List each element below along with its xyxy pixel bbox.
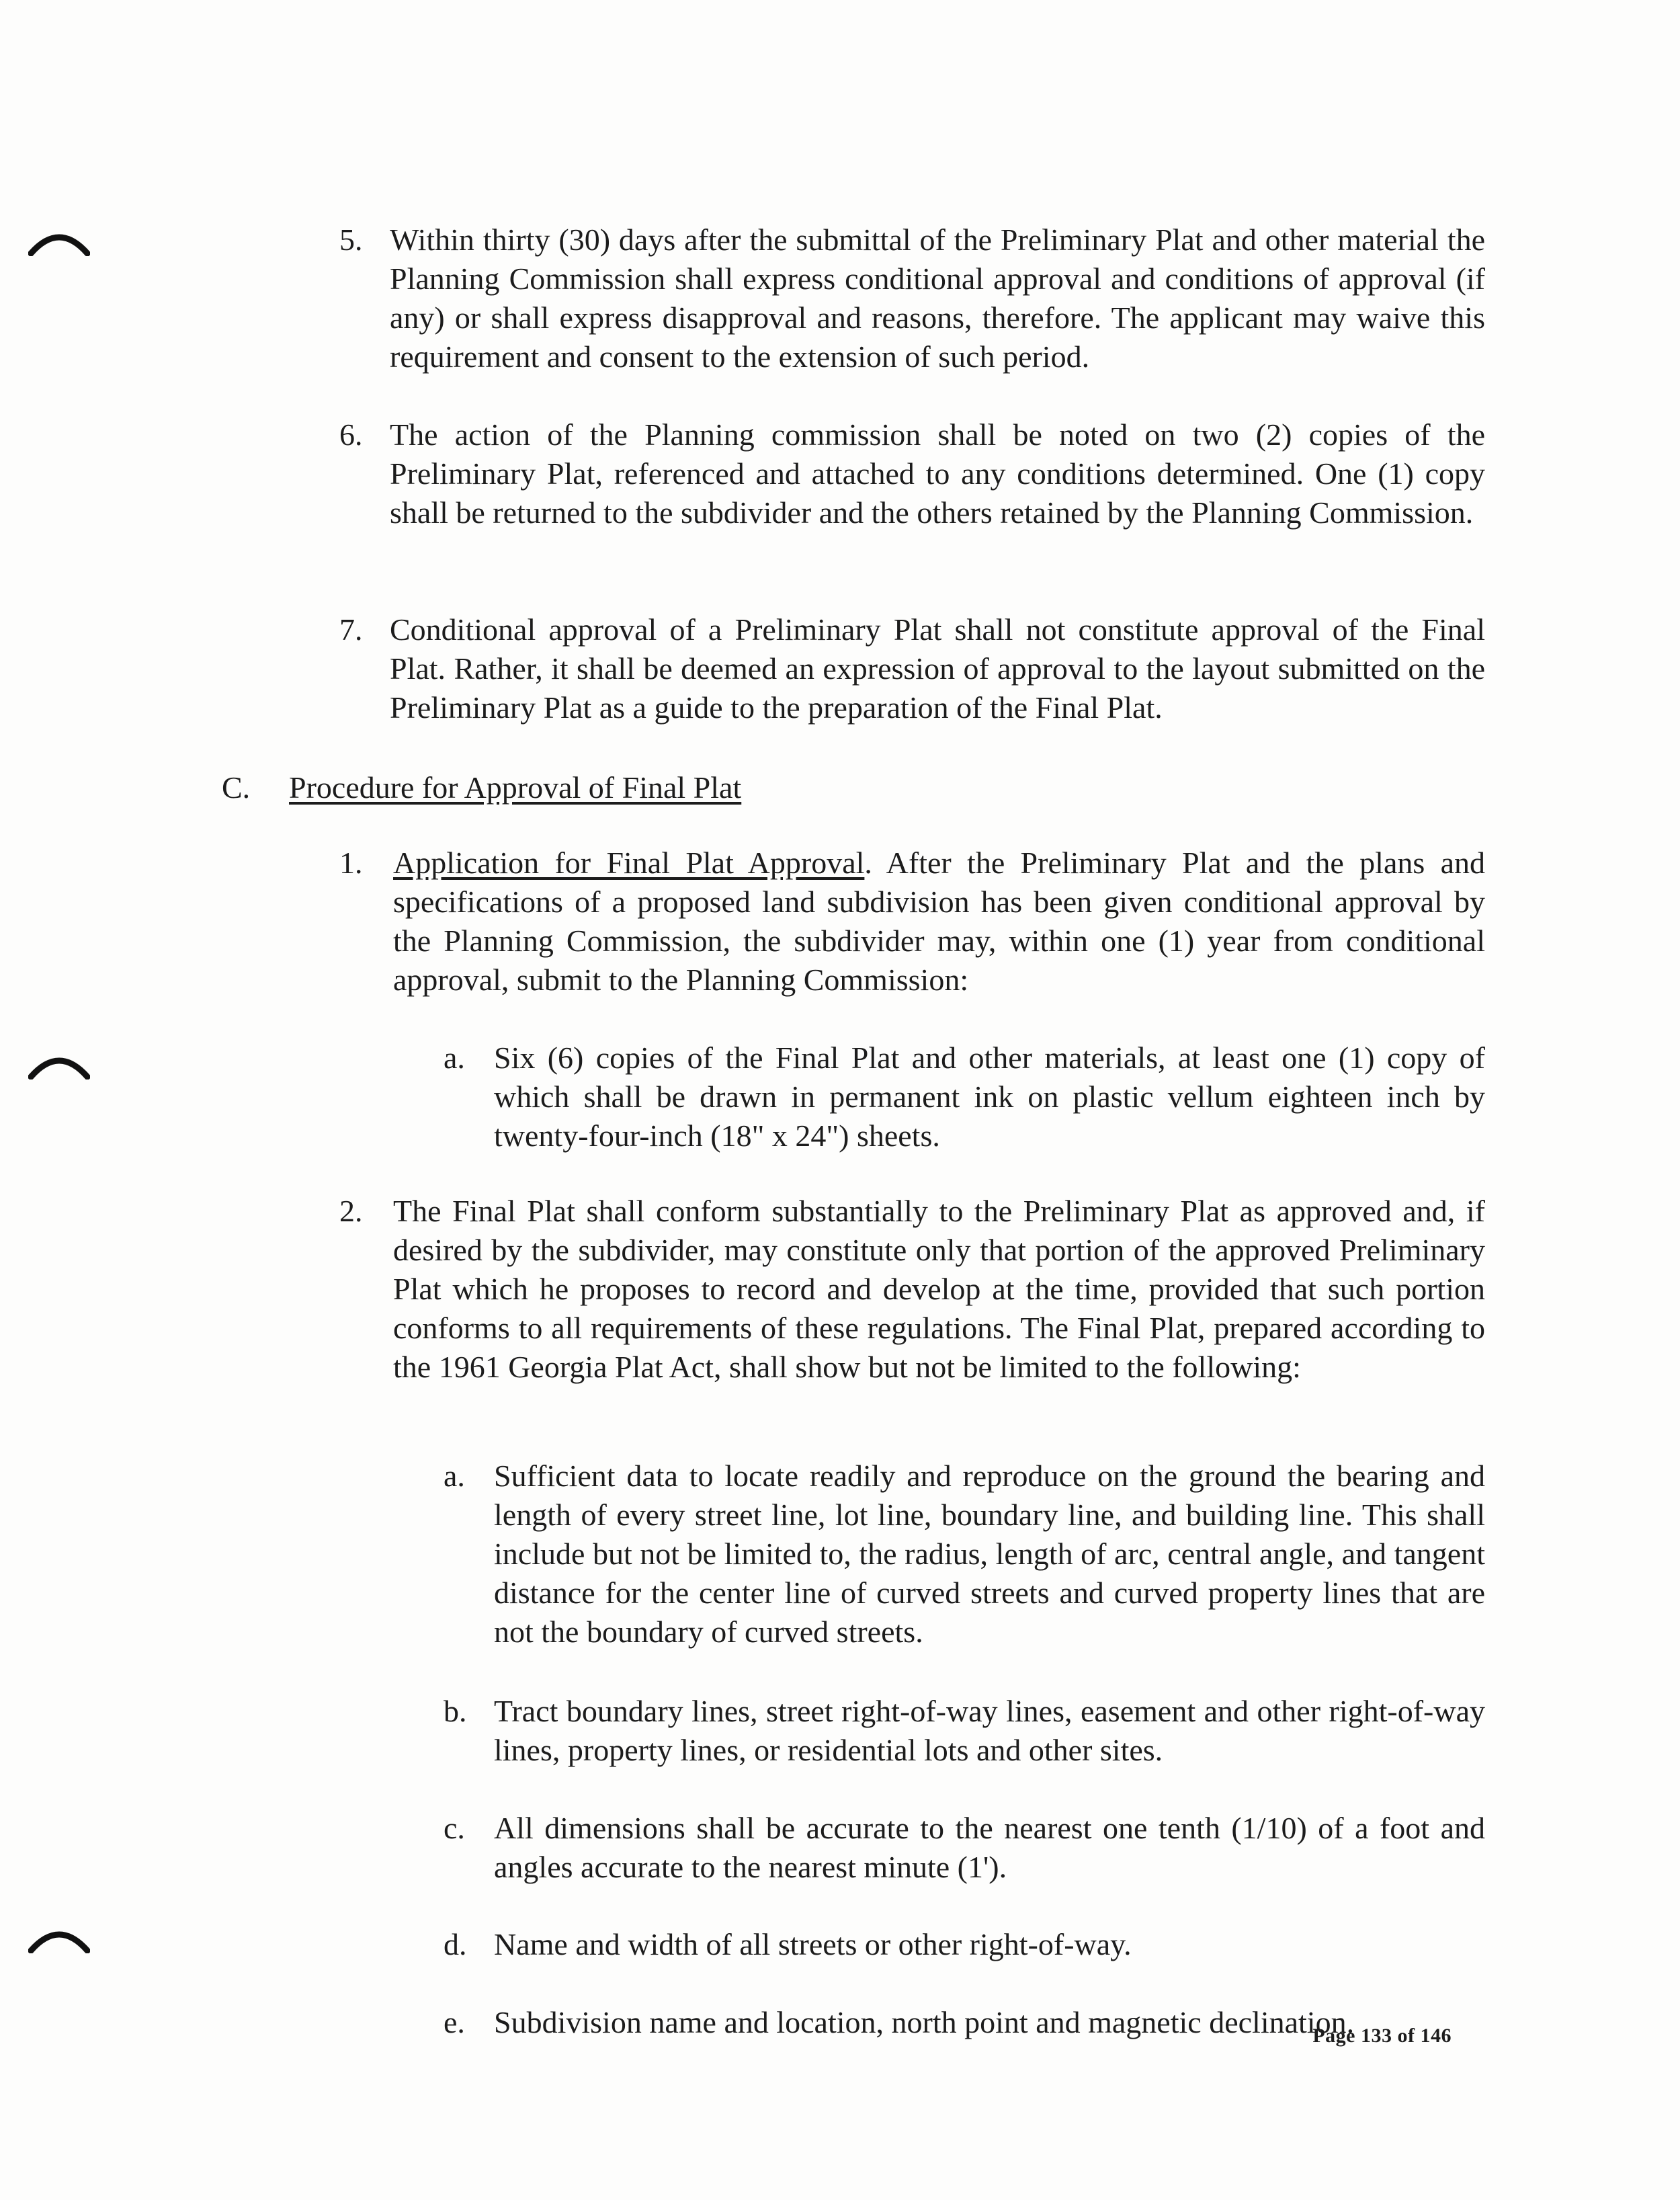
- c2-d-letter: d.: [444, 1927, 467, 1961]
- c1-paragraph: [393, 844, 1485, 1000]
- c2-b-letter: b.: [444, 1694, 467, 1728]
- item-6-text: The action of the Planning commission shall be noted on two (2) copies of the Preliminary Plat, referenced and attached to any conditions determined. One (1) copy shall be returned to the subdivider and the others retained by the Planning Commission.: [390, 417, 1485, 530]
- c1-a-letter: a.: [444, 1041, 465, 1075]
- section-c-letter: C.: [222, 770, 251, 805]
- item-6-number: 6.: [339, 417, 363, 452]
- c2-a-text: Sufficient data to locate readily and reproduce on the ground the bearing and length of every street line, lot line, boundary line, and building line. This shall include but not be limited to, the radius, length of arc, central angle, and tangent distance for the center line of curved streets and curved property lines that are not the boundary of curved streets.: [494, 1459, 1485, 1649]
- c1-number: 1.: [339, 846, 363, 880]
- binder-hole-mark-top: [28, 225, 90, 256]
- page-number-footer: Page 133 of 146: [1312, 2025, 1452, 2047]
- section-c-title: Procedure for Approval of Final Plat: [289, 770, 742, 805]
- c2-a-letter: a.: [444, 1459, 465, 1493]
- binder-hole-mark-middle: [28, 1049, 90, 1079]
- binder-hole-mark-bottom: [28, 1922, 90, 1953]
- item-5-number: 5.: [339, 222, 363, 257]
- c1-title: Application for Final Plat Approval: [393, 846, 865, 880]
- c1-a-text: Six (6) copies of the Final Plat and other materials, at least one (1) copy of which shall be drawn in permanent ink on plastic vellum eighteen inch by twenty-four-inch (18" x 24") sheets.: [494, 1041, 1485, 1153]
- c2-e-letter: e.: [444, 2005, 465, 2039]
- c2-number: 2.: [339, 1194, 363, 1228]
- item-5-text: Within thirty (30) days after the submittal of the Preliminary Plat and other material the Planning Commission shall express conditional approval and conditions of approval (if any) or shall express disapproval and reasons, therefore. The applicant may waive this requirement and consent to the extension of such period.: [390, 222, 1485, 374]
- c2-c-text: All dimensions shall be accurate to the nearest one tenth (1/10) of a foot and angles accurate to the nearest minute (1').: [494, 1811, 1485, 1884]
- c2-b-text: Tract boundary lines, street right-of-way lines, easement and other right-of-way lines, property lines, or residential lots and other sites.: [494, 1694, 1485, 1767]
- c1-text: . After the Preliminary Plat and the plans and specifications of a proposed land subdivision has been given conditional approval by the Planning Commission, the subdivider may, within one (1) year from conditional approval, submit to the Planning Commission:: [393, 846, 1485, 997]
- item-7-number: 7.: [339, 612, 363, 647]
- c2-e-text: Subdivision name and location, north point and magnetic declination.: [494, 2005, 1355, 2039]
- item-7-text: Conditional approval of a Preliminary Plat shall not constitute approval of the Final Plat. Rather, it shall be deemed an expression of approval to the layout submitted on the Preliminary Plat as a guide to the preparation of the Final Plat.: [390, 612, 1485, 725]
- c2-d-text: Name and width of all streets or other right-of-way.: [494, 1927, 1132, 1961]
- c2-text: The Final Plat shall conform substantially to the Preliminary Plat as approved and, if desired by the subdivider, may constitute only that portion of the approved Preliminary Plat which he proposes to record and develop at the time, provided that such portion conforms to all requirements of these regulations. The Final Plat, prepared according to the 1961 Georgia Plat Act, shall show but not be limited to the following:: [393, 1194, 1485, 1384]
- c2-c-letter: c.: [444, 1811, 465, 1845]
